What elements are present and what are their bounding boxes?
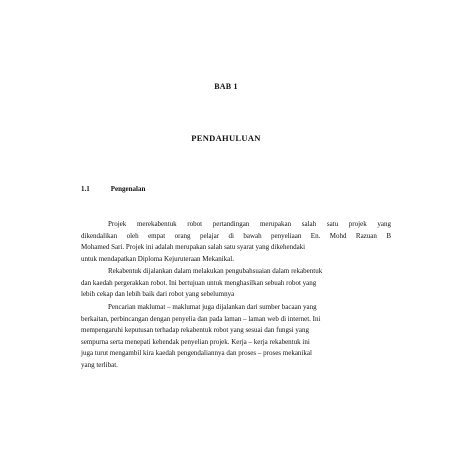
paragraph-line: Pencarian maklumat – maklumat juga dijalankan dari sumber bacaan yang — [108, 303, 317, 311]
paragraph-line: lebih cekap dan lebih baik dari robot yang sebelumnya — [81, 290, 235, 298]
paragraph-line: Rekabentuk dijalankan dalam melakukan pengubahsuaian dalam rekabentuk — [108, 267, 323, 275]
paragraph-line: juga turut mengambil kira kaedah pengendaliannya dan proses – proses mekanikal — [81, 349, 312, 357]
paragraph-line: dikendalikan oleh empat orang pelajar di bawah penyeliaan En. Mohd Razuan B — [81, 231, 391, 240]
paragraph-line: dan kaedah pergerakkan robot. Ini bertujuan untuk menghasilkan sebuah robot yang — [81, 278, 317, 287]
paragraph-line: untuk mendapatkan Diploma Kejuruteraan Mekanikal. — [81, 254, 234, 263]
paragraph-1 — [81, 219, 391, 265]
paragraph-line: Projek merekabentuk robot pertandingan merupakan salah satu projek yang — [108, 220, 391, 228]
paragraph-line: Mohamed Sari. Projek ini adalah merupakan salah satu syarat yang dikehendaki — [81, 243, 306, 251]
paragraph-2 — [81, 266, 391, 301]
paragraph-line: berkaitan, perbincangan dengan penyelia dan pada laman – laman web di internet. Ini — [81, 314, 321, 323]
paragraph-line: mempengaruhi keputusan terhadap rekabentuk robot yang sesuai dan fungsi yang — [81, 326, 310, 334]
paragraph-3 — [81, 302, 391, 371]
chapter-title: PENDAHULUAN — [191, 133, 261, 143]
chapter-heading: BAB 1 — [214, 82, 238, 91]
paragraph-line: yang terlibat. — [81, 360, 118, 369]
section-title: Pengenalan — [110, 185, 146, 193]
section-heading — [81, 185, 145, 193]
section-number: 1.1 — [81, 185, 90, 193]
paragraph-line: sempurna serta menepati kehendak penyelian projek. Kerja – kerja rekabentuk ini — [81, 337, 310, 346]
